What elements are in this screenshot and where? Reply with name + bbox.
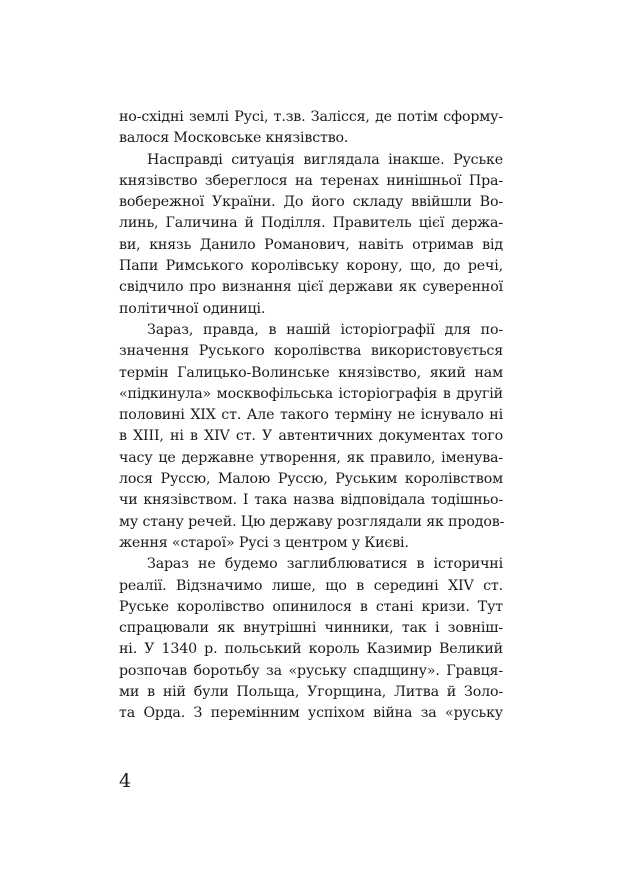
text-line: но-східні землі Русі, т.зв. Залісся, де потім сформу- [119,109,503,125]
text-line: розпочав боротьбу за «руську спадщину». Гравця- [119,662,503,679]
text-line: політичної одиниці. [119,300,266,317]
text-line: та Орда. З перемінним успіхом війна за «руську [119,705,503,722]
text-line: Насправді ситуація виглядала інакше. Руське [147,151,503,168]
text-line: ження «старої» Русі з центром у Києві. [119,534,409,551]
body-text [119,107,503,725]
text-line: князівство збереглося на теренах нинішньої Пра- [119,172,503,189]
text-line: в XIII, ні в XIV ст. У автентичних документах того [119,428,503,445]
text-line: Папи Римського королівську корону, що, до речі, [119,258,503,275]
text-line: часу це державне утворення, як правило, іменува- [119,449,503,466]
text-line: вобережної України. До його складу ввійшли Во- [119,194,503,211]
text-line: Руське королівство опинилося в стані кризи. Тут [119,598,503,615]
page-number: 4 [119,770,132,792]
text-line: чи князівством. І така назва відповідала тодішньо- [119,492,503,509]
text-line: реалії. Відзначимо лише, що в середині XIV ст. [119,577,503,594]
text-line: ні. У 1340 р. польський король Казимир Великий [119,641,503,658]
text-line: му стану речей. Цю державу розглядали як продов- [119,513,505,530]
text-line: валося Московське князівство. [119,130,349,147]
text-line: половині XIX ст. Але такого терміну не існувало ні [119,407,503,424]
text-line: линь, Галичина й Поділля. Правитель цієї держа- [119,215,503,232]
text-line: ми в ній були Польща, Угорщина, Литва й Золо- [119,684,503,701]
text-line: лося Руссю, Малою Руссю, Руським королівством [119,471,503,488]
text-line: свідчило про визнання цієї держави як суверенної [119,279,503,296]
text-line: Зараз не будемо заглиблюватися в історичні [147,556,503,573]
text-line: Зараз, правда, в нашій історіографії для по- [147,321,503,338]
text-line: спрацювали як внутрішні чинники, так і зовніш- [119,620,503,637]
text-line: «підкинула» москвофільська історіографія в другій [119,385,503,402]
text-line: значення Руського королівства використовується [119,343,503,360]
text-line: термін Галицько-Волинське князівство, який нам [119,364,503,381]
text-line: ви, князь Данило Романович, навіть отримав від [119,236,503,253]
